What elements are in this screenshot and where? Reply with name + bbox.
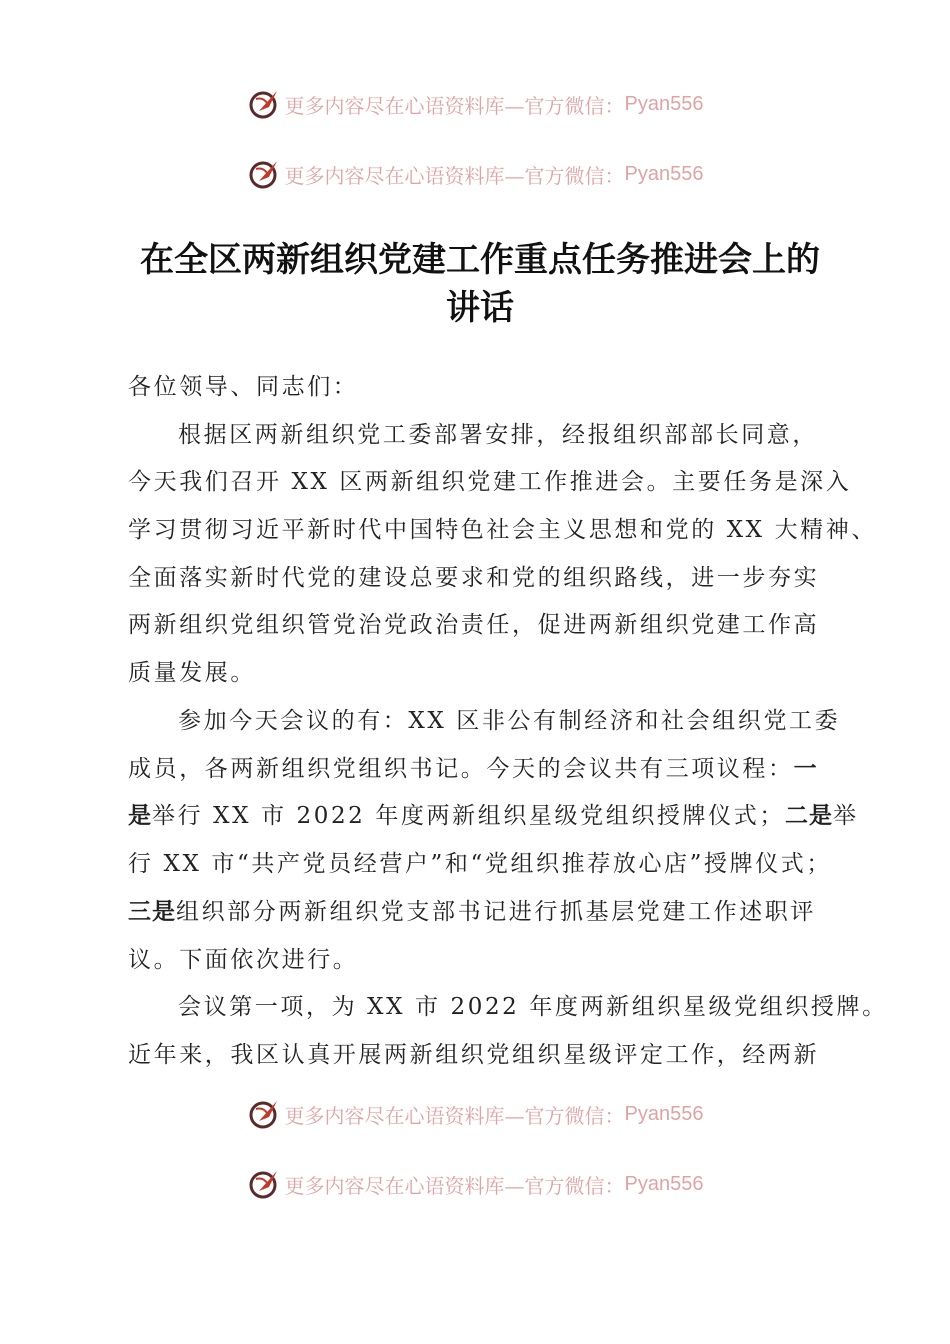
p1-line-6: 质量发展。 <box>128 660 256 686</box>
p2-line-5 <box>128 893 816 926</box>
watermark-text: 更多内容尽在心语资料库—官方微信： <box>284 1103 625 1128</box>
watermark-text: 更多内容尽在心语资料库—官方微信： <box>284 93 625 118</box>
p1-line-4: 全面落实新时代党的建设总要求和党的组织路线，进一步夯实 <box>128 565 820 591</box>
p3-line-2: 近年来，我区认真开展两新组织党组织星级评定工作，经两新 <box>128 1042 820 1068</box>
quill-pen-logo-icon <box>247 87 281 121</box>
p1-line-3: 学习贯彻习近平新时代中国特色社会主义思想和党的 XX 大精神、 <box>128 517 877 543</box>
p2-line-3-text: 举行 XX 市 2022 年度两新组织星级党组织授牌仪式； <box>152 803 785 829</box>
quill-pen-logo-icon <box>247 1167 281 1201</box>
quill-pen-logo-icon <box>247 157 281 191</box>
p2-bold-sanshi: 三是 <box>128 899 176 925</box>
p2-line-2 <box>128 750 818 783</box>
p1-line-1: 根据区两新组织党工委部署安排，经报组织部部长同意， <box>178 422 818 448</box>
p2-line-3-tail: 举 <box>832 803 859 829</box>
title-line-2: 讲话 <box>446 288 514 328</box>
salutation: 各位领导、同志们： <box>128 374 359 400</box>
watermark-text: 更多内容尽在心语资料库—官方微信： <box>284 1173 625 1198</box>
p2-line-2-text: 成员，各两新组织党组织书记。今天的会议共有三项议程： <box>128 756 794 782</box>
watermark-wechat-id: Pyan556 <box>624 162 704 185</box>
p1-line-5: 两新组织党组织管党治党政治责任，促进两新组织党建工作高 <box>128 612 820 638</box>
watermark-bottom-1 <box>0 1096 950 1132</box>
title-line-1: 在全区两新组织党建工作重点任务推进会上的 <box>140 240 820 280</box>
watermark-wechat-id: Pyan556 <box>624 1102 704 1125</box>
p2-bold-shi: 是 <box>128 803 152 829</box>
watermark-wechat-id: Pyan556 <box>624 92 704 115</box>
p2-bold-ershi: 二是 <box>784 803 833 829</box>
p3-line-1: 会议第一项，为 XX 市 2022 年度两新组织星级党组织授牌。 <box>178 994 888 1020</box>
quill-pen-logo-icon <box>247 1097 281 1131</box>
p2-line-3 <box>128 797 859 830</box>
p2-line-4: 行 XX 市“共产党员经营户”和“党组织推荐放心店”授牌仪式； <box>128 851 833 877</box>
p2-line-1: 参加今天会议的有：XX 区非公有制经济和社会组织党工委 <box>178 708 841 734</box>
p1-line-2: 今天我们召开 XX 区两新组织党建工作推进会。主要任务是深入 <box>128 469 852 495</box>
watermark-top-1 <box>0 86 950 122</box>
watermark-wechat-id: Pyan556 <box>624 1172 704 1195</box>
document-title <box>100 236 860 332</box>
p2-line-5-text: 组织部分两新组织党支部书记进行抓基层党建工作述职评 <box>176 899 816 925</box>
watermark-top-2 <box>0 156 950 192</box>
p2-line-6: 议。下面依次进行。 <box>128 947 359 973</box>
watermark-text: 更多内容尽在心语资料库—官方微信： <box>284 163 625 188</box>
p2-bold-yi: 一 <box>793 756 818 782</box>
watermark-bottom-2 <box>0 1166 950 1202</box>
